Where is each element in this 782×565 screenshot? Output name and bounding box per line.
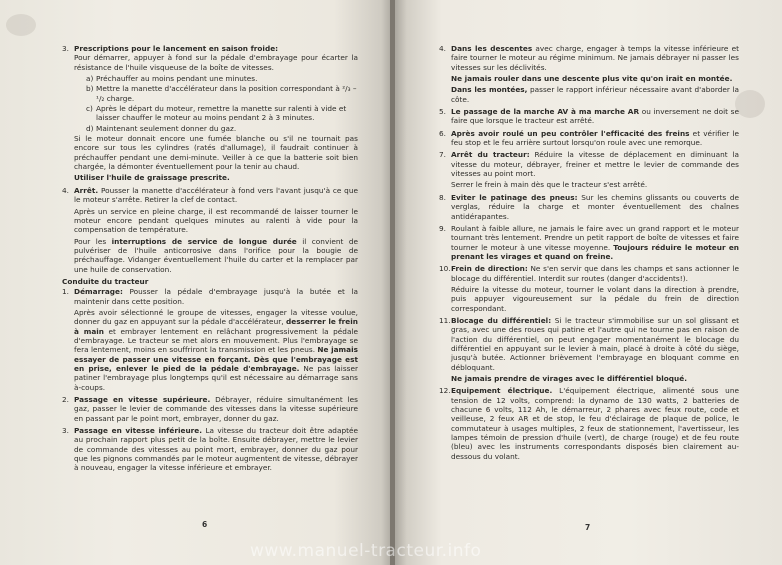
- page-number: 6: [202, 520, 208, 529]
- right-page-content: [439, 44, 739, 464]
- page-stain: [735, 90, 765, 118]
- item-number: 12.: [439, 386, 451, 396]
- item-emphasis: Utiliser l'huile de graissage prescrite.: [74, 173, 230, 183]
- page-stain: [6, 14, 36, 36]
- item-number: 10.: [439, 264, 451, 274]
- item-title: Le passage de la marche AV à ma marche AR: [451, 107, 640, 117]
- sub-item: a) Préchauffer au moins pendant une minutes.: [86, 74, 258, 84]
- page-number: 7: [585, 523, 591, 532]
- item-number: 3.: [62, 44, 70, 53]
- item-number: 4.: [439, 44, 447, 53]
- item-number: 6.: [439, 128, 447, 138]
- instruction-item: 7. Arrêt du tracteur: Réduire la vitesse de déplacement en diminuant la vitesse du moteur, débrayer, freiner et mettre le levier de commande des vitesses au point mort. Serrer le frein à main dès que le tracteur s'est arrêté.: [439, 150, 740, 190]
- item-title: Prescriptions pour le lancement en saison froide:: [74, 44, 279, 53]
- item-title: Frein de direction:: [451, 264, 528, 274]
- left-page-content: [62, 44, 358, 476]
- instruction-item: 10. Frein de direction: Ne s'en servir que dans les champs et sans actionner le blocage du différentiel. Interdit sur routes (danger d'accidents!). Réduire la vitesse du moteur, tourner le volant dans la direction à prendre, puis appuyer vigoureusement sur la pédale du frein de direction correspondant.: [439, 264, 739, 313]
- sub-item: b) Mettre la manette d'accélérateur dans la position correspondant à ²/₃ – ¹/₂ charge.: [86, 84, 357, 103]
- item-number: 7.: [439, 150, 447, 160]
- item-paragraph: Réduire la vitesse du moteur, tourner le volant dans la direction à prendre, puis appuyer vigoureusement sur la pédale du frein de direction correspondant.: [451, 284, 739, 313]
- item-title: Après avoir roulé un peu contrôler l'efficacité des freins: [451, 128, 690, 138]
- item-number: 8.: [439, 192, 447, 202]
- item-number: 11.: [439, 315, 451, 325]
- instruction-item: 3. Passage en vitesse inférieure. La vitesse du tracteur doit être adaptée au prochain rapport plus petit de la boîte. Ensuite débrayer, mettre le levier de commande des vitesses au point mort, embrayer, donner du gaz pour que les pignons commandés par le moteur augmentent de vitesse, débrayer à nouveau, engager la vitesse inférieure et embrayer.: [62, 426, 359, 473]
- item-paragraph: Après un service en pleine charge, il est recommandé de laisser tourner le moteur encore pendant quelques minutes au ralenti à vide pour la compensation de température.: [74, 206, 358, 235]
- instruction-item: 5. Le passage de la marche AV à ma marche AR ou inversement ne doit se faire que lorsque le tracteur est arrêté.: [439, 107, 739, 126]
- item-title: Equipement électrique.: [451, 386, 553, 396]
- item-emphasis: Ne jamais rouler dans une descente plus vite qu'on irait en montée.: [451, 74, 733, 84]
- instruction-item: 2. Passage en vitesse supérieure. Débrayer, réduire simultanément les gaz, passer le levier de commande des vitesses dans la vitesse supérieure en passant par le point mort, embrayer, donner du gaz.: [62, 395, 358, 423]
- instruction-item: 8. Eviter le patinage des pneus: Sur les chemins glissants ou couverts de verglas, réduire la charge et monter éventuellement des chaînes antidérapantes.: [439, 192, 739, 221]
- item-paragraph: Serrer le frein à main dès que le tracteur s'est arrêté.: [451, 180, 648, 190]
- instruction-item: 11. Blocage du différentiel: Si le tracteur s'immobilise sur un sol glissant et gras, avec une des roues qui patine et l'autre qui ne tourne pas en raison de l'action du différentiel, on peut engager momentanément le blocage du différentiel en appuyant sur le levier à main, placé à droite à côté du siège, jusqu'à butée. Actionner brièvement l'embrayage en bloquant comme en débloquant. Ne jamais prendre de virages avec le différentiel bloqué.: [439, 315, 739, 383]
- item-emphasis: Ne jamais prendre de virages avec le différentiel bloqué.: [451, 374, 688, 383]
- item-number: 5.: [439, 107, 447, 117]
- instruction-item: 1. Démarrage: Pousser la pédale d'embrayage jusqu'à la butée et la maintenir dans cette position. Après avoir sélectionné le groupe de vitesses, engager la vitesse voulue, donner du gaz en appuyant sur la pédale d'accélérateur, desserrer le frein à main et embrayer lentement en relâchant progressivement la pédale d'embrayage. Le tracteur se met alors en mouvement. Plus l'embrayage se fera lentement, moins en souffriront la transmission et les pneus. Ne jamais essayer de passer une vitesse en forçant. Dès que l'embrayage est en prise, enlever le pied de la pédale d'embrayage. Ne pas laisser patiner l'embrayage plus longtemps qu'il est nécessaire au démarrage sans à-coups.: [62, 287, 359, 392]
- item-title: Dans les descentes: [451, 44, 533, 53]
- item-title: Blocage du différentiel:: [451, 315, 552, 325]
- item-number: 2.: [62, 395, 70, 405]
- instruction-item: 4. Dans les descentes avec charge, engager à temps la vitesse inférieure et faire tourner le moteur au régime minimum. Ne jamais débrayer ni passer les vitesses sur les déclivités. Ne jamais rouler dans une descente plus vite qu'on irait en montée. Dans les montées, passer le rapport inférieur nécessaire avant d'aborder la côte.: [439, 44, 739, 104]
- instruction-item: 12. Equipement électrique. L'équipement électrique, alimenté sous une tension de 12 volts, comprend: la dynamo de 130 watts, 2 batteries de chacune 6 volts, 112 Ah, le démarreur, 2 phares avec feux route, code et veilleuse, 2 feux AR et de stop, le feu d'éclairage de plaque de police, le commutateur à usages multiples, 2 feux de stationnement, l'avertisseur, les lampes témoin de pression d'huile (vert), de charge (rouge) et de feu route (bleu) avec les instruments correspondants disposés bien clairement au-dessous du volant.: [439, 386, 739, 461]
- item-title: Passage en vitesse inférieure.: [74, 426, 203, 436]
- instruction-item: [62, 44, 358, 183]
- instruction-item: 9. Roulant à faible allure, ne jamais le faire avec un grand rapport et le moteur tournant très lentement. Prendre un petit rapport de boîte de vitesses et faire tourner le moteur à une vitesse moyenne. Toujours réduire le moteur en prenant les virages et quand on freine.: [439, 223, 740, 261]
- instruction-item: 4. Arrêt. Pousser la manette d'accélérateur à fond vers l'avant jusqu'à ce que le moteur s'arrête. Retirer la clef de contact. Après un service en pleine charge, il est recommandé de laisser tourner le moteur encore pendant quelques minutes au ralenti à vide pour la compensation de température. Pour les interruptions de service de longue durée il convient de pulvériser de l'huile anticorrosive dans l'orifice pour la bougie de préchauffage. Vidanger éventuellement l'huile du carter et la remplacer par une huile de conservation.: [62, 185, 358, 274]
- item-title: Démarrage:: [74, 287, 123, 297]
- item-text: Pour démarrer, appuyer à fond sur la pédale d'embrayage pour écarter la résistance de l'huile visqueuse de la boîte de vitesses.: [74, 53, 358, 72]
- item-title: Eviter le patinage des pneus:: [451, 192, 578, 202]
- item-number: 3.: [62, 426, 70, 436]
- right-page: [395, 0, 782, 565]
- item-title: Arrêt du tracteur:: [451, 150, 530, 160]
- item-number: 1.: [62, 287, 70, 297]
- item-title: Passage en vitesse supérieure.: [74, 395, 211, 405]
- section-title: Conduite du tracteur: [62, 276, 149, 286]
- item-number: 4.: [62, 185, 70, 195]
- instruction-item: 6. Après avoir roulé un peu contrôler l'efficacité des freins et vérifier le feu stop et le feu arrière surtout lorsqu'on roule avec une remorque.: [439, 128, 740, 148]
- watermark: www.manuel-tracteur.info: [250, 541, 482, 561]
- item-title: Arrêt.: [74, 185, 99, 195]
- item-number: 9.: [439, 223, 447, 233]
- sub-item: c) Après le départ du moteur, remettre la manette sur ralenti à vide et laisser chauffer le moteur au moins pendant 2 à 3 minutes.: [86, 104, 347, 123]
- item-paragraph: Si le moteur donnait encore une fumée blanche ou s'il ne tournait pas encore sur tous les cylindres (ratés d'allumage), il faudrait continuer à préchauffer pendant une demi-minute. Veiller à ce que la batterie soit bien chargée, la démonter éventuellement pour la tenir au chaud.: [74, 134, 358, 172]
- sub-item: d) Maintenant seulement donner du gaz.: [86, 123, 237, 133]
